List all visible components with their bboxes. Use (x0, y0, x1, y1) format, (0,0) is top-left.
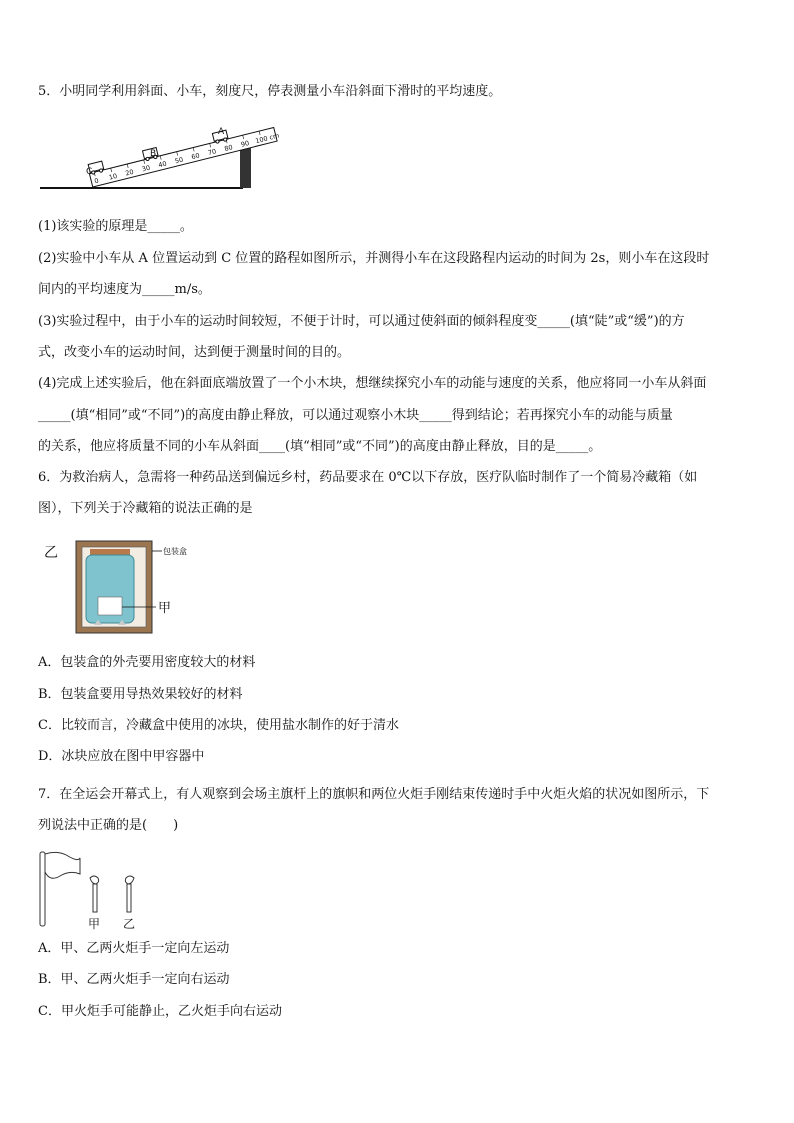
q6-cooler-figure (38, 535, 208, 635)
q5-part2-line2: 间内的平均速度为_____m/s。 (38, 282, 211, 297)
label-jia: 甲 (88, 917, 101, 931)
incline-ruler (87, 118, 280, 187)
container-lid (90, 549, 130, 555)
torch-yi (125, 876, 134, 912)
ruler-tick-label: 40 (157, 159, 168, 170)
q6-option-c: C．比较而言，冷藏盒中使用的冰块，使用盐水制作的好于清水 (38, 718, 399, 733)
q6-option-a: A．包装盒的外壳要用密度较大的材料 (38, 655, 256, 670)
q5-part4-line1: (4)完成上述实验后，他在斜面底端放置了一个小木块，想继续探究小车的动能与速度的关系，他应将同一小车从斜面 (38, 376, 707, 391)
q7-option-b: B．甲、乙两火炬手一定向右运动 (38, 972, 230, 987)
q7-stem-line2: 列说法中正确的是( ) (38, 818, 179, 833)
q6-option-b: B．包装盒要用导热效果较好的材料 (38, 687, 243, 702)
q7-option-a: A．甲、乙两火炬手一定向左运动 (38, 941, 230, 956)
q5-part1: (1)该实验的原理是_____。 (38, 219, 193, 234)
label-yi: 乙 (123, 917, 136, 931)
ruler-tick-label: 0 (93, 176, 100, 186)
ruler-tick-label: 20 (124, 167, 135, 178)
ruler-tick-label: 70 (207, 147, 217, 158)
q6-stem-line1: 6．为救治病人，急需将一种药品送到偏远乡村，药品要求在 0℃以下存放，医疗队临时制作了一个简易冷藏箱（如 (38, 470, 698, 485)
ruler-tick-label: 60 (190, 151, 201, 162)
ruler-tick-label: 90 (240, 139, 250, 149)
cart-label-c: C (86, 167, 93, 177)
q7-flag-torch-figure (38, 848, 158, 932)
ruler-tick-label: 10 (108, 171, 119, 182)
container-jia (98, 597, 122, 615)
label-jia: 甲 (158, 601, 172, 616)
cart-label-b: B (150, 149, 157, 159)
q5-part2-line1: (2)实验中小车从 A 位置运动到 C 位置的路程如图所示，并测得小车在这段路程内运动的时间为 2s，则小车在这段时 (38, 251, 710, 266)
q6-stem-line2: 图），下列关于冷藏箱的说法正确的是 (38, 501, 253, 516)
q5-part4-line3: 的关系，他应将质量不同的小车从斜面____(填“相同”或“不同”)的高度由静止释放，目的是_____。 (38, 439, 602, 454)
q5-stem: 5．小明同学利用斜面、小车，刻度尺，停表测量小车沿斜面下滑时的平均速度。 (38, 84, 502, 99)
label-yi: 乙 (44, 545, 58, 561)
q7-option-c: C．甲火炬手可能静止，乙火炬手向右运动 (38, 1004, 282, 1019)
q5-part4-line2: _____(填“相同”或“不同”)的高度由静止释放，可以通过观察小木块_____得到结论；若再探究小车的动能与质量 (38, 408, 673, 423)
q5-part3-line1: (3)实验过程中，由于小车的运动时间较短，不便于计时，可以通过使斜面的倾斜程度变_____(填“陡”或“缓”)的方 (38, 314, 685, 329)
q5-incline-figure (38, 118, 288, 196)
label-package-box: 包装盒 (163, 547, 187, 556)
ruler-tick-label: 80 (223, 143, 234, 153)
q5-part3-line2: 式，改变小车的运动时间，达到便于测量时间的目的。 (38, 345, 351, 360)
flag (45, 852, 80, 878)
support-block (240, 144, 251, 188)
cart-label-a: A (218, 127, 225, 137)
q6-option-d: D．冰块应放在图中甲容器中 (38, 749, 205, 764)
ruler-tick-label: 50 (174, 155, 184, 166)
ruler-tick-label: 30 (141, 163, 152, 174)
ruler-tick-label: 100 cm (254, 131, 281, 146)
flag-pole (40, 852, 45, 926)
torch-jia (90, 876, 99, 912)
q7-stem-line1: 7．在全运会开幕式上，有人观察到会场主旗杆上的旗帜和两位火炬手刚结束传递时手中火炬火焰的状况如图所示，下 (38, 787, 710, 802)
